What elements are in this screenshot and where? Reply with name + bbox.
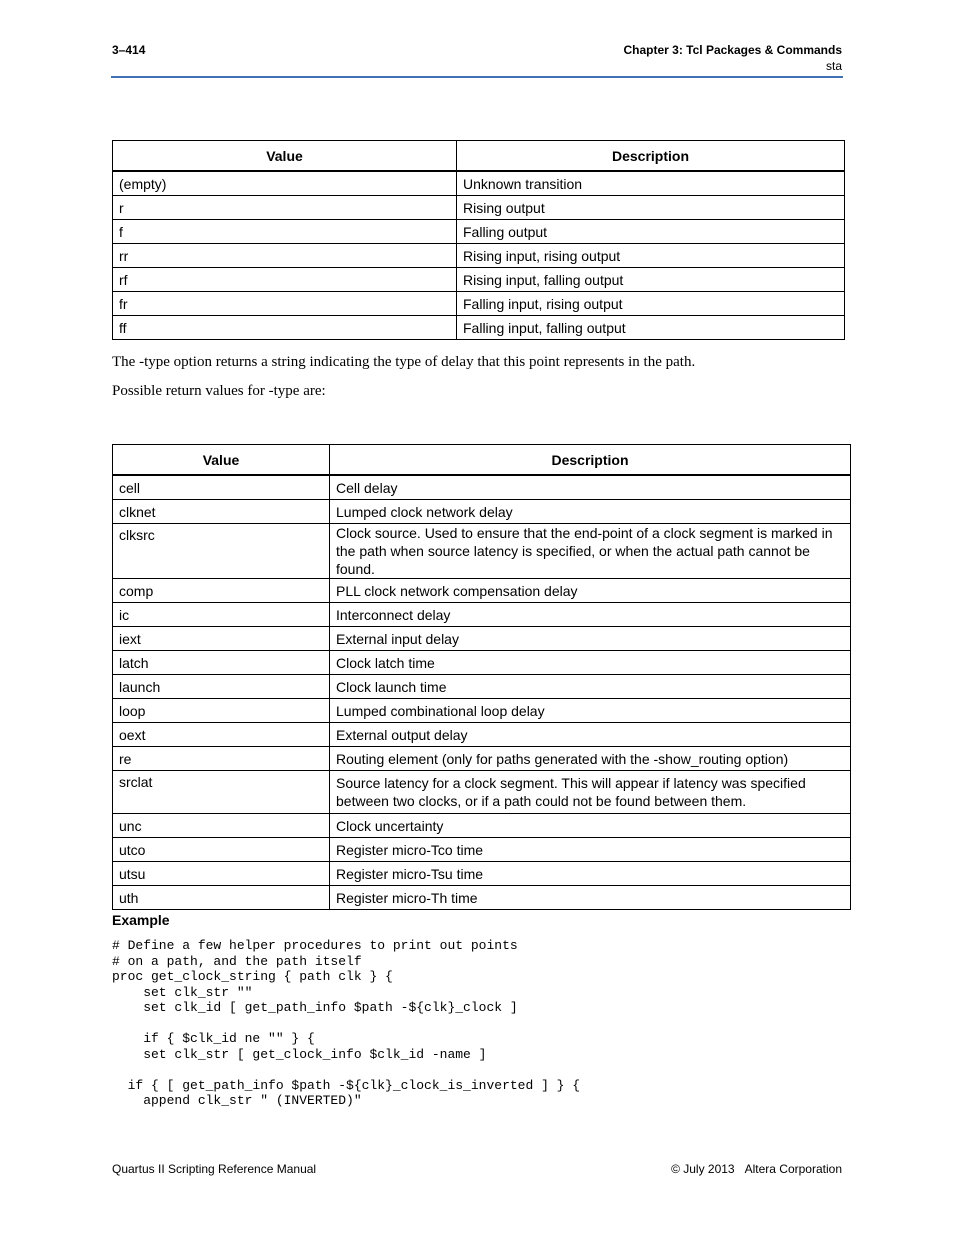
- table-row: [113, 500, 851, 524]
- header-rule: [111, 76, 843, 78]
- value-cell: clksrc: [113, 524, 330, 579]
- value-cell: rf: [113, 268, 457, 292]
- table-header-row: [113, 141, 845, 172]
- value-cell: oext: [113, 723, 330, 747]
- value-cell: clknet: [113, 500, 330, 524]
- description-cell: Register micro-Tco time: [330, 838, 851, 862]
- value-cell: launch: [113, 675, 330, 699]
- table-row: [113, 814, 851, 838]
- value-cell: uth: [113, 886, 330, 910]
- column-header-description: Description: [457, 141, 845, 172]
- value-cell: loop: [113, 699, 330, 723]
- table-row: [113, 268, 845, 292]
- description-cell: Clock launch time: [330, 675, 851, 699]
- section-name: sta: [825, 59, 842, 73]
- value-cell: ff: [113, 316, 457, 340]
- description-cell: Rising output: [457, 196, 845, 220]
- table-row: [113, 524, 851, 579]
- description-cell: Source latency for a clock segment. This will appear if latency was specified between two clocks, or if a path could not be found between them.: [330, 771, 851, 814]
- table-row: [113, 475, 851, 500]
- transition-values-table: [112, 140, 845, 340]
- table-row: [113, 292, 845, 316]
- description-cell: Register micro-Th time: [330, 886, 851, 910]
- return-values-intro: Possible return values for -type are:: [112, 383, 326, 399]
- table-row: [113, 171, 845, 196]
- copyright-date: © July 2013: [671, 1162, 735, 1176]
- table-row: [113, 603, 851, 627]
- description-cell: External output delay: [330, 723, 851, 747]
- type-option-paragraph: The -type option returns a string indicating the type of delay that this point represents in the path.: [112, 354, 696, 370]
- table-row: [113, 747, 851, 771]
- table-row: [113, 316, 845, 340]
- table-row: [113, 651, 851, 675]
- description-cell: Lumped combinational loop delay: [330, 699, 851, 723]
- value-cell: fr: [113, 292, 457, 316]
- description-cell: Cell delay: [330, 475, 851, 500]
- table-row: [113, 244, 845, 268]
- description-cell: Lumped clock network delay: [330, 500, 851, 524]
- value-cell: (empty): [113, 171, 457, 196]
- table-row: [113, 771, 851, 814]
- column-header-value: Value: [113, 445, 330, 476]
- table-row: [113, 723, 851, 747]
- example-code-block: # Define a few helper procedures to print out points # on a path, and the path itself proc get_clock_string { path clk } { set clk_str "" set clk_id [ get_path_info $path -${clk}_clock ] if { $clk_id ne "" } { set clk_str [ get_clock_info $clk_id -name ] if { [ get_path_info $path -${clk}_clock_is_inverted ] } { append clk_str " (INVERTED)": [112, 938, 581, 1108]
- table-row: [113, 838, 851, 862]
- description-cell: External input delay: [330, 627, 851, 651]
- value-cell: re: [113, 747, 330, 771]
- description-cell: Falling output: [457, 220, 845, 244]
- description-cell: Register micro-Tsu time: [330, 862, 851, 886]
- example-heading: Example: [112, 912, 170, 928]
- value-cell: ic: [113, 603, 330, 627]
- description-cell: Clock uncertainty: [330, 814, 851, 838]
- value-cell: unc: [113, 814, 330, 838]
- table-row: [113, 579, 851, 603]
- table-row: [113, 675, 851, 699]
- value-cell: utsu: [113, 862, 330, 886]
- value-cell: utco: [113, 838, 330, 862]
- company-name: Altera Corporation: [744, 1162, 842, 1176]
- description-cell: Unknown transition: [457, 171, 845, 196]
- description-cell: Rising input, rising output: [457, 244, 845, 268]
- description-cell: Falling input, rising output: [457, 292, 845, 316]
- description-cell: PLL clock network compensation delay: [330, 579, 851, 603]
- value-cell: srclat: [113, 771, 330, 814]
- chapter-title: Chapter 3: Tcl Packages & Commands: [623, 43, 842, 57]
- column-header-value: Value: [113, 141, 457, 172]
- value-cell: iext: [113, 627, 330, 651]
- value-cell: comp: [113, 579, 330, 603]
- manual-title: Quartus II Scripting Reference Manual: [112, 1162, 317, 1176]
- delay-type-table: [112, 444, 851, 910]
- table-row: [113, 862, 851, 886]
- page-number: 3–414: [112, 43, 146, 57]
- value-cell: cell: [113, 475, 330, 500]
- description-cell: Rising input, falling output: [457, 268, 845, 292]
- column-header-description: Description: [330, 445, 851, 476]
- table-header-row: [113, 445, 851, 476]
- value-cell: rr: [113, 244, 457, 268]
- table-row: [113, 627, 851, 651]
- table-row: [113, 699, 851, 723]
- description-cell: Routing element (only for paths generated with the -show_routing option): [330, 747, 851, 771]
- value-cell: f: [113, 220, 457, 244]
- table-row: [113, 220, 845, 244]
- description-cell: Clock latch time: [330, 651, 851, 675]
- value-cell: r: [113, 196, 457, 220]
- table-row: [113, 196, 845, 220]
- footer-copyright: [661, 1162, 842, 1176]
- description-cell: Clock source. Used to ensure that the end-point of a clock segment is marked in the path when source latency is specified, or when the actual path cannot be found.: [330, 524, 851, 579]
- description-cell: Interconnect delay: [330, 603, 851, 627]
- table-row: [113, 886, 851, 910]
- value-cell: latch: [113, 651, 330, 675]
- description-cell: Falling input, falling output: [457, 316, 845, 340]
